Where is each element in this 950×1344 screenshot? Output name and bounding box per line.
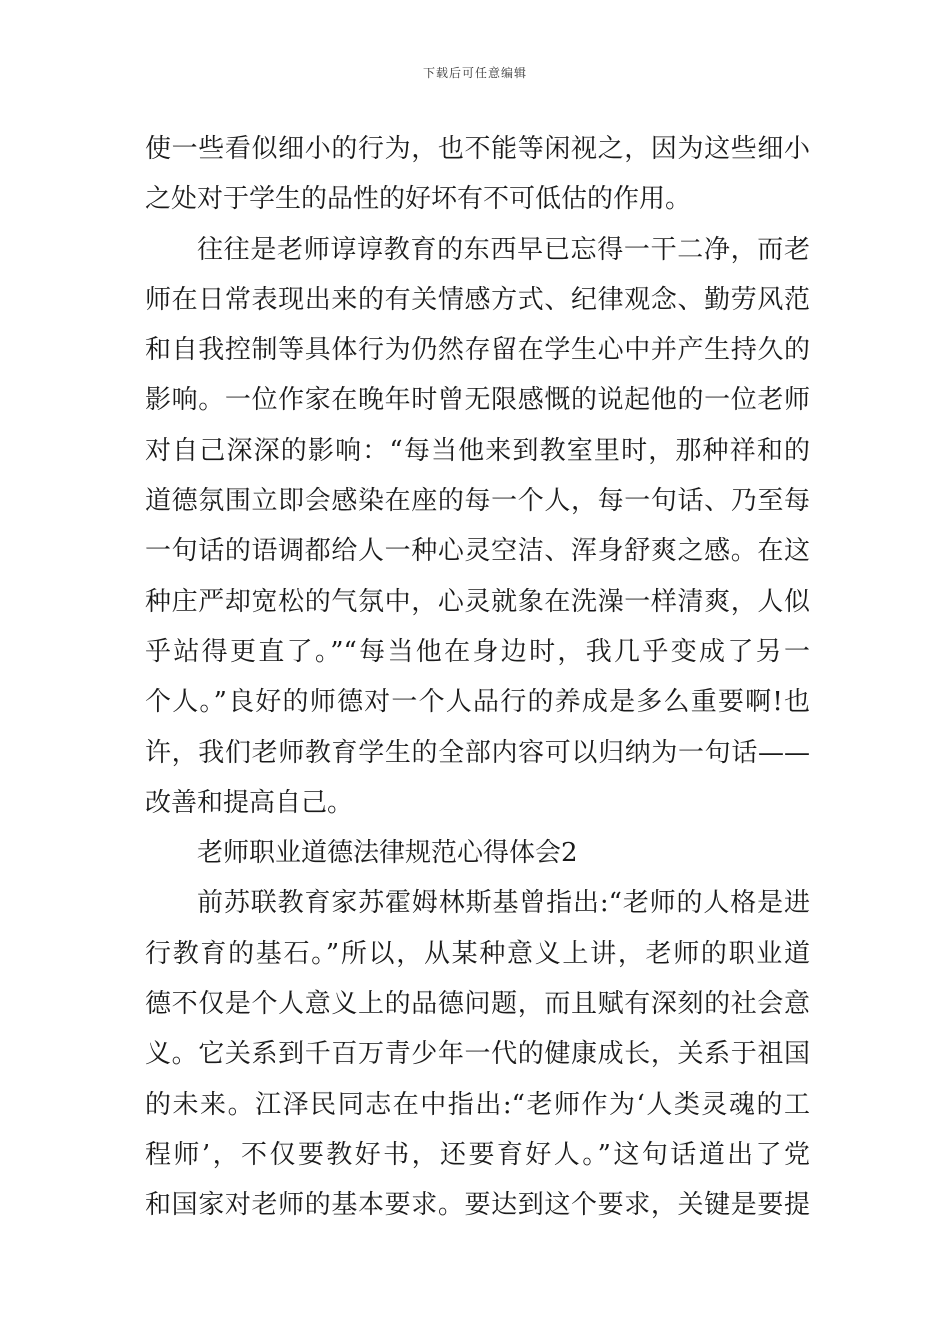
text-line: 和自我控制等具体行为仍然存留在学生心中并产生持久的 xyxy=(145,335,810,366)
text-line: 一句话的语调都给人一种心灵空洁、浑身舒爽之感。在这 xyxy=(145,536,810,567)
document-body xyxy=(145,124,810,1231)
text-line: 之处对于学生的品性的好坏有不可低估的作用。 xyxy=(145,184,692,215)
section-title: 老师职业道德法律规范心得体会2 xyxy=(197,838,578,869)
text-line: 种庄严却宽松的气氛中，心灵就象在洗澡一样清爽，人似 xyxy=(145,586,810,617)
text-line: 使一些看似细小的行为，也不能等闲视之，因为这些细小 xyxy=(145,134,810,164)
text-line: 许，我们老师教育学生的全部内容可以归纳为一句话—— xyxy=(145,737,810,768)
text-line: 义。它关系到千百万青少年一代的健康成长，关系于祖国 xyxy=(145,1039,810,1070)
paragraph-3 xyxy=(145,878,810,1230)
page-header: 下载后可任意编辑 xyxy=(422,66,527,80)
text-line: 的未来。江泽民同志在中指出:“老师作为‘人类灵魂的工 xyxy=(145,1089,810,1120)
paragraph-1 xyxy=(145,124,810,225)
text-line: 德不仅是个人意义上的品德问题，而且赋有深刻的社会意 xyxy=(145,989,810,1020)
text-line: 前苏联教育家苏霍姆林斯基曾指出:“老师的人格是进 xyxy=(197,888,810,919)
text-line: 对自己深深的影响：“每当他来到教室里时，那种祥和的 xyxy=(145,435,810,466)
text-line: 改善和提高自己。 xyxy=(145,787,354,818)
text-line: 影响。一位作家在晚年时曾无限感慨的说起他的一位老师 xyxy=(145,385,810,416)
text-line: 道德氛围立即会感染在座的每一个人，每一句话、乃至每 xyxy=(145,486,810,517)
text-line: 师在日常表现出来的有关情感方式、纪律观念、勤劳风范 xyxy=(145,284,810,315)
text-line: 往往是老师谆谆教育的东西早已忘得一干二净，而老 xyxy=(197,234,810,265)
text-line: 和国家对老师的基本要求。要达到这个要求，关键是要提 xyxy=(145,1190,810,1221)
paragraph-2 xyxy=(145,225,810,829)
text-line: 行教育的基石。”所以，从某种意义上讲，老师的职业道 xyxy=(145,938,810,969)
text-line: 乎站得更直了。”“每当他在身边时，我几乎变成了另一 xyxy=(145,636,810,667)
section-heading xyxy=(145,828,810,878)
text-line: 个人。”良好的师德对一个人品行的养成是多么重要啊!也 xyxy=(145,687,810,718)
text-line: 程师’，不仅要教好书，还要育好人。”这句话道出了党 xyxy=(145,1139,810,1170)
